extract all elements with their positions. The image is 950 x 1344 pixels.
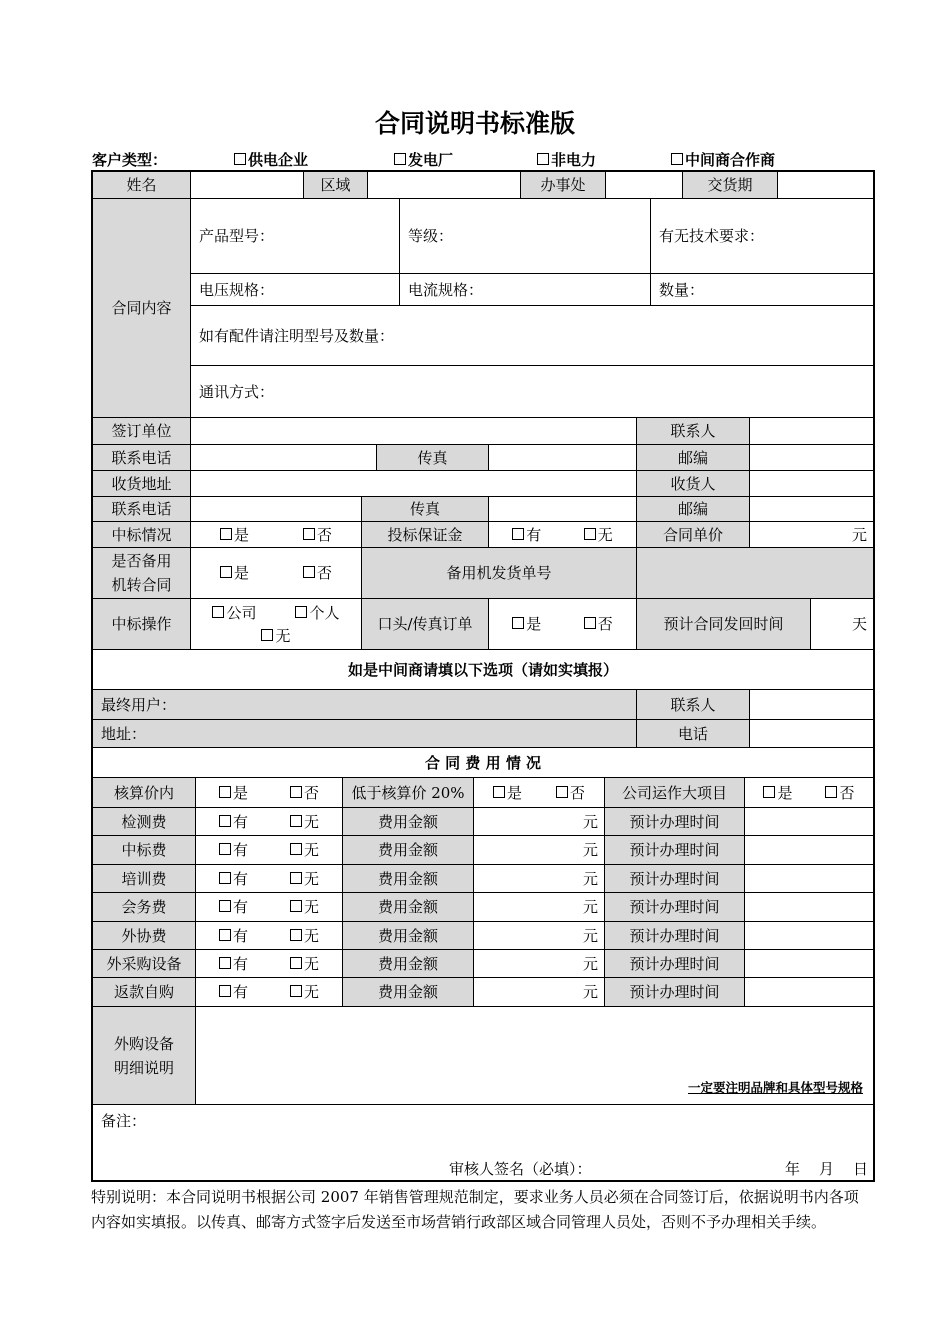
expense-time-input[interactable] (745, 950, 873, 978)
receiving-fax-label: 传真 (362, 497, 489, 522)
checkbox-icon (537, 153, 549, 165)
expense-have-checkbox[interactable]: 有 (219, 980, 248, 1004)
checkbox-power-plant[interactable]: 发电厂 (394, 149, 453, 170)
expense-item-options (196, 922, 343, 950)
checkbox-icon (512, 528, 524, 540)
operation-none-checkbox[interactable]: 无 (261, 625, 290, 647)
intermediary-phone-label: 电话 (637, 720, 750, 748)
expense-have-checkbox[interactable]: 有 (219, 895, 248, 919)
below-cost-yes-checkbox[interactable]: 是 (493, 781, 522, 805)
checkbox-icon (219, 872, 231, 884)
expense-none-checkbox[interactable]: 无 (290, 895, 319, 919)
expense-amount-input[interactable]: 元 (474, 922, 605, 950)
current-field[interactable]: 电流规格： (400, 274, 651, 306)
backup-ship-no-input[interactable] (637, 548, 873, 599)
checkbox-icon (295, 606, 307, 618)
return-time-label: 预计合同发回时间 (637, 599, 811, 650)
outsourced-note: 一定要注明品牌和具体型号规格 (687, 1080, 863, 1095)
receiver-input[interactable] (750, 471, 873, 497)
delivery-label: 交货期 (683, 172, 778, 199)
signing-contact-input[interactable] (750, 418, 873, 445)
expense-time-input[interactable] (745, 865, 873, 893)
intermediary-contact-input[interactable] (750, 690, 873, 720)
checkbox-icon (394, 153, 406, 165)
verbal-yes-checkbox[interactable]: 是 (512, 612, 541, 636)
expense-amount-input[interactable]: 元 (474, 978, 605, 1007)
backup-label: 是否备用机转合同 (93, 548, 191, 599)
contract-form (91, 170, 875, 1182)
expense-amount-label: 费用金额 (343, 836, 474, 865)
checkbox-icon (763, 786, 775, 798)
checkbox-icon (220, 528, 232, 540)
expense-have-checkbox[interactable]: 有 (219, 838, 248, 862)
deposit-none-checkbox[interactable]: 无 (584, 523, 613, 547)
verbal-fax-label: 口头/传真订单 (362, 599, 489, 650)
below-cost-options (474, 778, 605, 808)
below-cost-no-checkbox[interactable]: 否 (556, 781, 585, 805)
checkbox-icon (290, 957, 302, 969)
checkbox-icon (584, 617, 596, 629)
expense-amount-label: 费用金额 (343, 978, 474, 1007)
backup-options (191, 548, 362, 599)
verbal-fax-options (489, 599, 637, 650)
receiving-fax-input[interactable] (489, 497, 637, 522)
outsourced-detail-input[interactable] (196, 1007, 873, 1105)
name-input[interactable] (191, 172, 304, 199)
region-input[interactable] (368, 172, 521, 199)
expense-item-label: 检测费 (93, 808, 196, 836)
signing-phone-label: 联系电话 (93, 445, 191, 471)
checkbox-icon (220, 566, 232, 578)
deposit-options (489, 522, 637, 548)
expense-time-label: 预计办理时间 (605, 922, 745, 950)
receiver-label: 收货人 (637, 471, 750, 497)
major-project-no-checkbox[interactable]: 否 (825, 781, 854, 805)
intermediary-address-field[interactable]: 地址： (93, 720, 637, 748)
expense-time-label: 预计办理时间 (605, 865, 745, 893)
expense-amount-label: 费用金额 (343, 922, 474, 950)
expense-item-options (196, 893, 343, 922)
receiving-address-label: 收货地址 (93, 471, 191, 497)
within-cost-yes-checkbox[interactable]: 是 (219, 781, 248, 805)
expense-have-checkbox[interactable]: 有 (219, 952, 248, 976)
checkbox-icon (825, 786, 837, 798)
receiving-phone-input[interactable] (191, 497, 362, 522)
region-label: 区域 (304, 172, 368, 199)
checkbox-power-supply[interactable]: 供电企业 (234, 149, 308, 170)
expense-have-checkbox[interactable]: 有 (219, 867, 248, 891)
expense-none-checkbox[interactable]: 无 (290, 952, 319, 976)
expense-amount-label: 费用金额 (343, 950, 474, 978)
checkbox-icon (219, 985, 231, 997)
checkbox-icon (290, 872, 302, 884)
expense-time-label: 预计办理时间 (605, 978, 745, 1007)
accessories-field[interactable]: 如有配件请注明型号及数量： (191, 306, 873, 366)
special-note: 特别说明：本合同说明书根据公司 2007 年销售管理规范制定，要求业务人员必须在合同签订后，依据说明书内各项内容如实填报。以传真、邮寄方式签字后发送至市场营销行政部区域合同管理人员处，否则不予办理相关手续。 (91, 1188, 859, 1231)
page-title: 合同说明书标准版 (374, 109, 575, 138)
expense-have-checkbox[interactable]: 有 (219, 810, 248, 834)
checkbox-icon (556, 786, 568, 798)
expense-item-label: 外采购设备 (93, 950, 196, 978)
expense-item-label: 返款自购 (93, 978, 196, 1007)
bid-yes-checkbox[interactable]: 是 (220, 523, 249, 547)
expense-none-checkbox[interactable]: 无 (290, 810, 319, 834)
checkbox-icon (219, 815, 231, 827)
expense-header: 合 同 费 用 情 况 (93, 748, 873, 778)
expense-amount-input[interactable]: 元 (474, 836, 605, 865)
within-cost-label: 核算价内 (93, 778, 196, 808)
expense-item-label: 会务费 (93, 893, 196, 922)
delivery-input[interactable] (778, 172, 873, 199)
checkbox-icon (493, 786, 505, 798)
checkbox-icon (290, 985, 302, 997)
expense-amount-input[interactable]: 元 (474, 865, 605, 893)
signature-month: 月 (819, 1160, 835, 1178)
within-cost-options (196, 778, 343, 808)
receiving-postcode-label: 邮编 (637, 497, 750, 522)
expense-item-label: 培训费 (93, 865, 196, 893)
signing-unit-input[interactable] (191, 418, 637, 445)
bid-no-checkbox[interactable]: 否 (303, 523, 332, 547)
expense-item-options (196, 950, 343, 978)
office-input[interactable] (606, 172, 683, 199)
expense-amount-input[interactable]: 元 (474, 808, 605, 836)
checkbox-icon (212, 606, 224, 618)
end-user-field[interactable]: 最终用户： (93, 690, 637, 720)
checkbox-icon (290, 815, 302, 827)
receiving-phone-label: 联系电话 (93, 497, 191, 522)
return-time-input[interactable]: 天 (811, 599, 873, 650)
expense-time-input[interactable] (745, 978, 873, 1007)
checkbox-icon (290, 843, 302, 855)
customer-type-label: 客户类型： (92, 151, 168, 169)
expense-time-label: 预计办理时间 (605, 836, 745, 865)
checkbox-non-power[interactable]: 非电力 (537, 149, 596, 170)
checkbox-icon (303, 528, 315, 540)
receiving-address-input[interactable] (191, 471, 637, 497)
signing-fax-label: 传真 (377, 445, 489, 471)
bid-label: 中标情况 (93, 522, 191, 548)
signing-postcode-input[interactable] (750, 445, 873, 471)
checkbox-icon (219, 843, 231, 855)
voltage-field[interactable]: 电压规格： (191, 274, 400, 306)
intermediary-phone-input[interactable] (750, 720, 873, 748)
expense-time-input[interactable] (745, 893, 873, 922)
checkbox-icon (512, 617, 524, 629)
major-project-options (745, 778, 873, 808)
signature-year: 年 (785, 1160, 801, 1178)
signing-phone-input[interactable] (191, 445, 377, 471)
quantity-field[interactable]: 数量： (651, 274, 873, 306)
receiving-postcode-input[interactable] (750, 497, 873, 522)
expense-item-label: 外协费 (93, 922, 196, 950)
checkbox-intermediary[interactable]: 中间商合作商 (671, 149, 775, 170)
signing-unit-label: 签订单位 (93, 418, 191, 445)
expense-have-checkbox[interactable]: 有 (219, 924, 248, 948)
expense-time-input[interactable] (745, 808, 873, 836)
expense-amount-input[interactable]: 元 (474, 950, 605, 978)
remarks-field[interactable] (93, 1105, 873, 1180)
deposit-label: 投标保证金 (362, 522, 489, 548)
signature-day: 日 (853, 1160, 869, 1178)
checkbox-icon (290, 929, 302, 941)
expense-none-checkbox[interactable]: 无 (290, 838, 319, 862)
expense-amount-label: 费用金额 (343, 808, 474, 836)
backup-ship-no-label: 备用机发货单号 (362, 548, 637, 599)
expense-time-label: 预计办理时间 (605, 893, 745, 922)
operation-personal-checkbox[interactable]: 个人 (295, 601, 339, 625)
tech-req-field[interactable]: 有无技术要求： (651, 199, 873, 274)
contact-method-field[interactable]: 通讯方式： (191, 366, 873, 418)
backup-no-checkbox[interactable]: 否 (303, 561, 332, 585)
name-label: 姓名 (93, 172, 191, 199)
expense-none-checkbox[interactable]: 无 (290, 867, 319, 891)
major-project-label: 公司运作大项目 (605, 778, 745, 808)
within-cost-no-checkbox[interactable]: 否 (290, 781, 319, 805)
expense-item-options (196, 978, 343, 1007)
expense-none-checkbox[interactable]: 无 (290, 924, 319, 948)
checkbox-icon (584, 528, 596, 540)
expense-amount-input[interactable]: 元 (474, 893, 605, 922)
checkbox-icon (671, 153, 683, 165)
deposit-have-checkbox[interactable]: 有 (512, 523, 541, 547)
remarks-label: 备注： (101, 1112, 147, 1130)
checkbox-icon (219, 929, 231, 941)
checkbox-icon (219, 900, 231, 912)
operation-company-checkbox[interactable]: 公司 (212, 601, 256, 625)
expense-item-options (196, 808, 343, 836)
operation-label: 中标操作 (93, 599, 191, 650)
checkbox-icon (303, 566, 315, 578)
signature-label: 审核人签名（必填）： (449, 1160, 592, 1178)
signing-contact-label: 联系人 (637, 418, 750, 445)
model-field[interactable]: 产品型号： (191, 199, 400, 274)
bid-options (191, 522, 362, 548)
verbal-no-checkbox[interactable]: 否 (584, 612, 613, 636)
expense-time-input[interactable] (745, 836, 873, 865)
signing-fax-input[interactable] (489, 445, 637, 471)
expense-amount-label: 费用金额 (343, 893, 474, 922)
intermediary-header: 如是中间商请填以下选项（请如实填报） (93, 650, 873, 690)
checkbox-icon (234, 153, 246, 165)
unit-price-label: 合同单价 (637, 522, 750, 548)
operation-options (191, 599, 362, 650)
customer-type-row (92, 147, 874, 169)
checkbox-icon (219, 786, 231, 798)
backup-yes-checkbox[interactable]: 是 (220, 561, 249, 585)
below-cost-label: 低于核算价 20% (343, 778, 474, 808)
checkbox-icon (290, 786, 302, 798)
checkbox-icon (290, 900, 302, 912)
expense-time-label: 预计办理时间 (605, 950, 745, 978)
office-label: 办事处 (521, 172, 606, 199)
expense-none-checkbox[interactable]: 无 (290, 980, 319, 1004)
expense-time-input[interactable] (745, 922, 873, 950)
unit-price-input[interactable]: 元 (750, 522, 873, 548)
grade-field[interactable]: 等级： (400, 199, 651, 274)
expense-amount-label: 费用金额 (343, 865, 474, 893)
expense-time-label: 预计办理时间 (605, 808, 745, 836)
expense-item-options (196, 865, 343, 893)
major-project-yes-checkbox[interactable]: 是 (763, 781, 792, 805)
outsourced-label: 外购设备明细说明 (93, 1007, 196, 1105)
contract-content-label: 合同内容 (93, 199, 191, 418)
signing-postcode-label: 邮编 (637, 445, 750, 471)
expense-item-options (196, 836, 343, 865)
expense-item-label: 中标费 (93, 836, 196, 865)
checkbox-icon (261, 629, 273, 641)
checkbox-icon (219, 957, 231, 969)
intermediary-contact-label: 联系人 (637, 690, 750, 720)
